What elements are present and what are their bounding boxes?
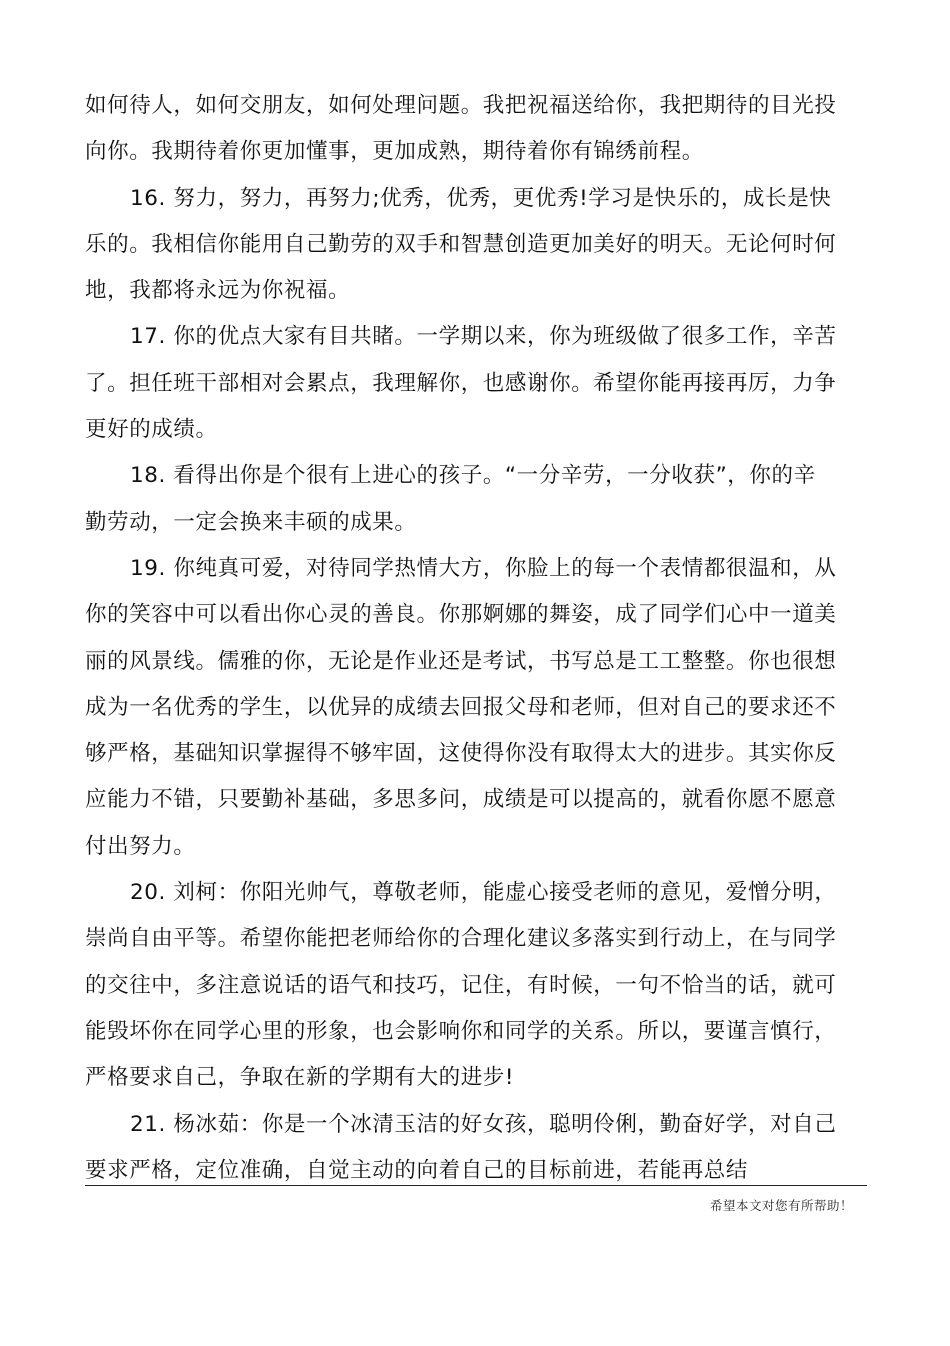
- footer-divider: [85, 1185, 867, 1186]
- text-line: 更好的成绩。: [85, 417, 218, 443]
- footer-note: 希望本文对您有所帮助！: [709, 1198, 853, 1213]
- text-line: 如何待人，如何交朋友，如何处理问题。我把祝福送给你，我把期待的目光投: [85, 93, 837, 118]
- text-line: 严格要求自己，争取在新的学期有大的进步!: [85, 1065, 515, 1091]
- text-line: 够严格，基础知识掌握得不够牢固，这使得你没有取得太大的进步。其实你反: [85, 741, 837, 767]
- text-line: 应能力不错，只要勤补基础，多思多问，成绩是可以提高的，就看你愿不愿意: [85, 787, 837, 813]
- text-line: 成为一名优秀的学生，以优异的成绩去回报父母和老师，但对自己的要求还不: [85, 694, 837, 720]
- text-line: 17. 你的优点大家有目共睹。一学期以来，你为班级做了很多工作，辛苦: [130, 324, 837, 350]
- text-line: 21. 杨冰茹：你是一个冰清玉洁的好女孩，聪明伶俐，勤奋好学，对自己: [130, 1111, 837, 1137]
- text-line: 你的笑容中可以看出你心灵的善良。你那婀娜的舞姿，成了同学们心中一道美: [85, 602, 837, 628]
- text-line: 了。担任班干部相对会累点，我理解你，也感谢你。希望你能再接再厉，力争: [85, 370, 837, 396]
- text-line: 勤劳动，一定会换来丰硕的成果。: [85, 509, 417, 535]
- text-line: 崇尚自由平等。希望你能把老师给你的合理化建议多落实到行动上，在与同学: [85, 926, 837, 952]
- text-line: 付出努力。: [85, 833, 196, 859]
- text-line: 20. 刘柯：你阳光帅气，尊敬老师，能虚心接受老师的意见，爱憎分明，: [130, 880, 837, 906]
- text-line: 的交往中，多注意说话的语气和技巧，记住，有时候，一句不恰当的话，就可: [85, 972, 837, 998]
- document-body: [85, 83, 867, 1194]
- text-line: 16. 努力，努力，再努力;优秀，优秀，更优秀!学习是快乐的，成长是快: [130, 185, 832, 211]
- text-line: 要求严格，定位准确，自觉主动的向着自己的目标前进，若能再总结: [85, 1157, 749, 1183]
- text-line: 19. 你纯真可爱，对待同学热情大方，你脸上的每一个表情都很温和，从: [130, 555, 837, 581]
- text-line: 18. 看得出你是个很有上进心的孩子。“一分辛劳，一分收获”，你的辛: [130, 463, 816, 489]
- text-line: 向你。我期待着你更加懂事，更加成熟，期待着你有锦绣前程。: [85, 139, 704, 165]
- text-line: 丽的风景线。儒雅的你，无论是作业还是考试，书写总是工工整整。你也很想: [85, 648, 837, 674]
- text-line: 地，我都将永远为你祝福。: [85, 278, 351, 304]
- text-line: 乐的。我相信你能用自己勤劳的双手和智慧创造更加美好的明天。无论何时何: [85, 231, 837, 257]
- text-line: 能毁坏你在同学心里的形象，也会影响你和同学的关系。所以，要谨言慎行，: [85, 1018, 837, 1044]
